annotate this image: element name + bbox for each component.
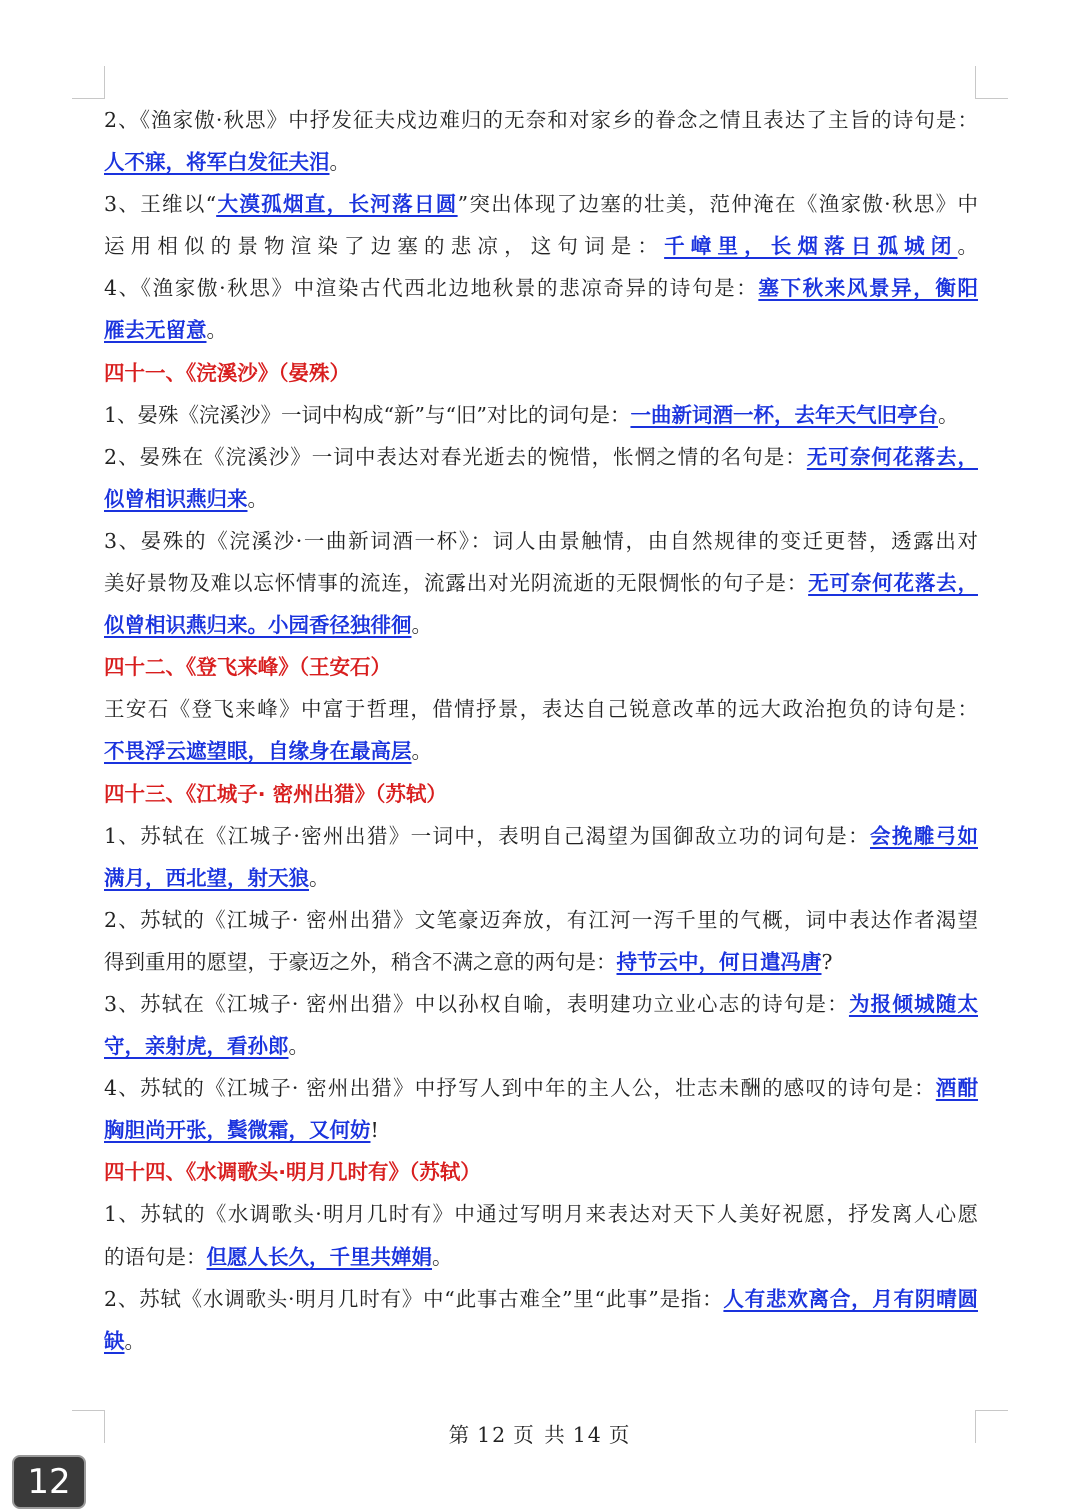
line-text: 3、晏殊的《浣溪沙·一曲新词酒一杯》：词人由景触情，由自然规律的变迁更替，透露出对 — [104, 528, 978, 553]
line-text: 1、晏殊《浣溪沙》一词中构成“新”与“旧”对比的词句是： — [104, 402, 631, 427]
text-line — [104, 1067, 978, 1109]
answer-text: 一曲新词酒一杯，去年天气旧亭台 — [630, 402, 938, 427]
line-text-tail: 。 — [432, 1244, 453, 1269]
text-line — [104, 478, 978, 520]
text-line — [104, 857, 978, 899]
line-text: 3、苏轼在《江城子· 密州出猎》中以孙权自喻，表明建功立业心志的诗句是： — [104, 991, 849, 1016]
line-text-tail: 。 — [411, 613, 432, 638]
answer-text: 人不寐，将军白发征夫泪 — [104, 150, 330, 175]
answer-text: 似曾相识燕归来。小园香径独徘徊 — [104, 613, 412, 638]
line-text: 2、《渔家傲·秋思》中抒发征夫戍边难归的无奈和对家乡的眷念之情且表达了主旨的诗句是： — [104, 108, 978, 132]
answer-text: 大漠孤烟直，长河落日圆 — [216, 192, 458, 217]
line-text: 王安石《登飞来峰》中富于哲理，借情抒景，表达自己锐意改革的远大政治抱负的诗句是： — [104, 697, 978, 722]
answer-text: 不畏浮云遮望眼，自缘身在最高层 — [104, 739, 412, 764]
text-line — [104, 1278, 978, 1320]
line-text: 得到重用的愿望，于豪迈之外，稍含不满之意的两句是： — [104, 949, 617, 974]
line-text: 2、苏轼的《江城子· 密州出猎》文笔豪迈奔放，有江河一泻千里的气概，词中表达作者渴望 — [104, 907, 978, 932]
line-text: 2、晏殊在《浣溪沙》一词中表达对春光逝去的惋惜，怅惘之情的名句是： — [104, 444, 807, 469]
line-text: 的语句是： — [104, 1244, 207, 1269]
text-line — [104, 394, 978, 436]
footer-prefix: 第 — [448, 1423, 472, 1447]
page-corner-mark-top-left — [72, 66, 105, 99]
answer-text: 满月，西北望，射天狼 — [104, 865, 309, 890]
line-text-tail: ”突出体现了边塞的壮美，范仲淹在《渔家傲·秋思》中 — [457, 192, 978, 217]
text-line — [104, 309, 978, 351]
line-text-tail: ? — [821, 949, 833, 974]
text-line — [104, 1193, 978, 1235]
line-text: 1、苏轼的《水调歌头·明月几时有》中通过写明月来表达对天下人美好祝愿，抒发离人心愿 — [104, 1202, 978, 1227]
answer-text: 雁去无留意 — [104, 318, 207, 343]
section-heading — [104, 352, 978, 394]
line-text-tail: 。 — [329, 150, 350, 175]
section-heading-text: 四十三、《江城子· 密州出猎》（苏轼） — [104, 781, 447, 806]
answer-text: 似曾相识燕归来 — [104, 486, 248, 511]
text-line — [104, 1236, 978, 1278]
text-line — [104, 436, 978, 478]
answer-text: 守，亲射虎，看孙郎 — [104, 1034, 289, 1059]
section-heading-text: 四十一、《浣溪沙》（晏殊） — [104, 360, 350, 385]
section-heading — [104, 646, 978, 688]
text-line — [104, 141, 978, 183]
footer-total-pages: 14 — [572, 1423, 603, 1447]
footer-middle: 页 共 — [513, 1423, 567, 1447]
answer-text: 胸胆尚开张，鬓微霜，又何妨 — [104, 1118, 371, 1143]
line-text-tail: 。 — [124, 1328, 145, 1353]
answer-text: 无可奈何花落去， — [806, 444, 978, 469]
text-line — [104, 899, 978, 941]
text-line — [104, 1109, 978, 1151]
text-line — [104, 604, 978, 646]
section-heading — [104, 773, 978, 815]
line-text-tail: 。 — [309, 865, 330, 890]
page-footer — [0, 1418, 1080, 1448]
text-line — [104, 730, 978, 772]
text-line — [104, 267, 978, 309]
line-text: 美好景物及难以忘怀情事的流连，流露出对光阴流逝的无限惆怅的句子是： — [104, 571, 809, 596]
answer-text: 人有悲欢离合，月有阴晴圆 — [723, 1286, 978, 1311]
answer-text: 持节云中，何日遣冯唐 — [616, 949, 822, 974]
text-line — [104, 1320, 978, 1362]
answer-text: 千嶂里，长烟落日孤城闭 — [664, 234, 958, 259]
line-text: 运用相似的景物渲染了边塞的悲凉，这句词是： — [104, 234, 665, 259]
line-text-tail: ! — [370, 1118, 379, 1143]
answer-text: 为报倾城随太 — [848, 991, 978, 1016]
page-number-badge: 12 — [12, 1455, 86, 1509]
footer-current-page: 12 — [477, 1423, 508, 1447]
line-text: 1、苏轼在《江城子·密州出猎》一词中，表明自己渴望为国御敌立功的词句是： — [104, 823, 871, 848]
text-line — [104, 941, 978, 983]
text-line — [104, 688, 978, 730]
answer-text: 但愿人长久，千里共婵娟 — [206, 1244, 432, 1269]
line-text: 4、苏轼的《江城子· 密州出猎》中抒写人到中年的主人公，壮志未酬的感叹的诗句是： — [104, 1076, 936, 1101]
answer-text: 缺 — [104, 1328, 125, 1353]
text-line — [104, 562, 978, 604]
line-text-tail: 。 — [206, 318, 227, 343]
line-text-tail: 。 — [288, 1034, 309, 1059]
page-corner-mark-top-right — [975, 66, 1008, 99]
line-text: 4、《渔家傲·秋思》中渲染古代西北边地秋景的悲凉奇异的诗句是： — [104, 276, 759, 301]
line-text-tail: 。 — [247, 486, 268, 511]
text-line — [104, 520, 978, 562]
line-text: 2、苏轼《水调歌头·明月几时有》中“此事古难全”里“此事”是指： — [104, 1286, 724, 1311]
answer-text: 会挽雕弓如 — [870, 823, 978, 848]
section-heading-text: 四十二、《登飞来峰》（王安石） — [104, 655, 391, 680]
footer-suffix: 页 — [608, 1423, 632, 1447]
line-text-tail: 。 — [411, 739, 432, 764]
section-heading-text: 四十四、《水调歌头·明月几时有》（苏轼） — [104, 1160, 481, 1185]
text-line — [104, 1025, 978, 1067]
line-text: 3、王维以“ — [104, 192, 217, 217]
answer-text: 塞下秋来风景异，衡阳 — [758, 276, 978, 301]
text-line — [104, 983, 978, 1025]
document-body — [104, 99, 978, 1362]
answer-text: 无可奈何花落去， — [808, 571, 978, 596]
section-heading — [104, 1151, 978, 1193]
text-line — [104, 99, 978, 141]
text-line — [104, 815, 978, 857]
line-text-tail: 。 — [957, 234, 978, 259]
answer-text: 酒酣 — [935, 1076, 978, 1101]
line-text-tail: 。 — [937, 402, 959, 427]
text-line — [104, 225, 978, 267]
text-line — [104, 183, 978, 225]
